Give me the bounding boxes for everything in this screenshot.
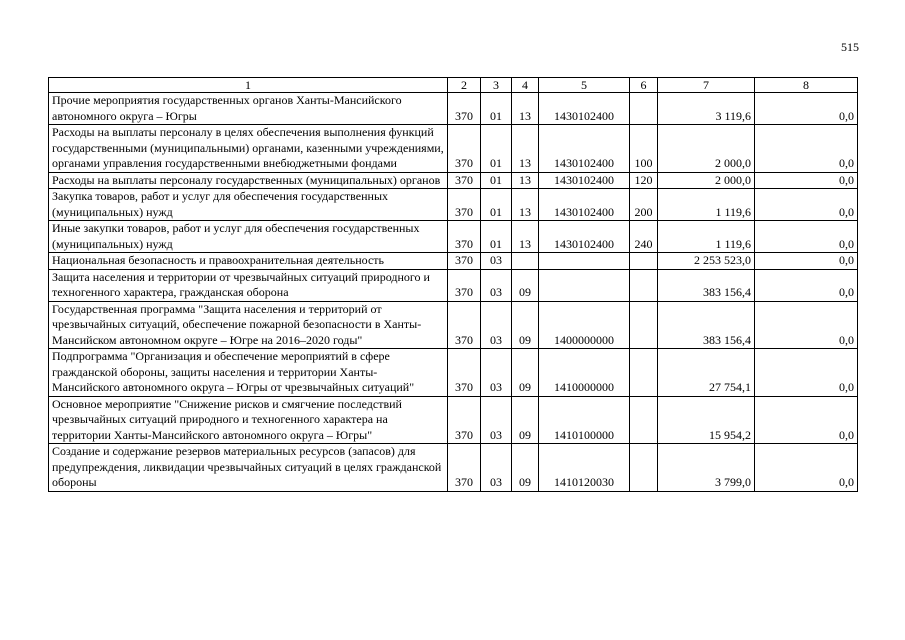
amount-value: 1 119,6 bbox=[658, 189, 755, 221]
expense-name: Прочие мероприятия государственных органов Ханты-Мансийского автономного округа – Югры bbox=[49, 93, 448, 125]
ministry-code: 370 bbox=[448, 396, 481, 444]
target-article-code: 1410000000 bbox=[539, 349, 630, 397]
amount-secondary: 0,0 bbox=[755, 93, 858, 125]
column-header: 6 bbox=[630, 78, 658, 93]
subsection-code: 09 bbox=[512, 444, 539, 492]
expense-type-code bbox=[630, 269, 658, 301]
section-code: 01 bbox=[481, 221, 512, 253]
target-article-code: 1430102400 bbox=[539, 172, 630, 189]
subsection-code: 09 bbox=[512, 349, 539, 397]
column-header: 4 bbox=[512, 78, 539, 93]
expense-type-code bbox=[630, 301, 658, 349]
expense-name: Государственная программа "Защита населения и территорий от чрезвычайных ситуаций, обеспечение пожарной безопасности в Ханты-Мансийском автономном округе – Югре на 2016–2020 годы" bbox=[49, 301, 448, 349]
expense-name: Расходы на выплаты персоналу в целях обеспечения выполнения функций государственными (муниципальными) органами, казенными учреждениями, органами управления государственными внебюджетными фондами bbox=[49, 125, 448, 173]
header-row bbox=[49, 78, 858, 93]
expense-name: Подпрограмма "Организация и обеспечение мероприятий в сфере гражданской обороны, защиты населения и территории Ханты-Мансийского автономного округа – Югры от чрезвычайных ситуаций" bbox=[49, 349, 448, 397]
table-row bbox=[49, 221, 858, 253]
ministry-code: 370 bbox=[448, 301, 481, 349]
budget-table bbox=[48, 77, 858, 492]
ministry-code: 370 bbox=[448, 444, 481, 492]
table-row bbox=[49, 172, 858, 189]
subsection-code: 13 bbox=[512, 189, 539, 221]
expense-type-code bbox=[630, 444, 658, 492]
expense-type-code: 240 bbox=[630, 221, 658, 253]
column-header: 2 bbox=[448, 78, 481, 93]
ministry-code: 370 bbox=[448, 172, 481, 189]
ministry-code: 370 bbox=[448, 253, 481, 270]
amount-value: 3 799,0 bbox=[658, 444, 755, 492]
expense-type-code bbox=[630, 93, 658, 125]
table-row bbox=[49, 269, 858, 301]
amount-secondary: 0,0 bbox=[755, 349, 858, 397]
amount-secondary: 0,0 bbox=[755, 269, 858, 301]
section-code: 03 bbox=[481, 301, 512, 349]
subsection-code: 09 bbox=[512, 301, 539, 349]
expense-type-code bbox=[630, 396, 658, 444]
amount-secondary: 0,0 bbox=[755, 189, 858, 221]
subsection-code: 09 bbox=[512, 396, 539, 444]
amount-value: 1 119,6 bbox=[658, 221, 755, 253]
column-header: 7 bbox=[658, 78, 755, 93]
column-header: 1 bbox=[49, 78, 448, 93]
amount-value: 383 156,4 bbox=[658, 269, 755, 301]
ministry-code: 370 bbox=[448, 349, 481, 397]
table-row bbox=[49, 125, 858, 173]
target-article-code: 1400000000 bbox=[539, 301, 630, 349]
column-header: 3 bbox=[481, 78, 512, 93]
subsection-code: 13 bbox=[512, 125, 539, 173]
expense-name: Расходы на выплаты персоналу государственных (муниципальных) органов bbox=[49, 172, 448, 189]
expense-name: Защита населения и территории от чрезвычайных ситуаций природного и техногенного характера, гражданская оборона bbox=[49, 269, 448, 301]
amount-secondary: 0,0 bbox=[755, 172, 858, 189]
subsection-code: 13 bbox=[512, 93, 539, 125]
expense-type-code bbox=[630, 253, 658, 270]
table-row bbox=[49, 301, 858, 349]
table-row bbox=[49, 444, 858, 492]
expense-name: Национальная безопасность и правоохранительная деятельность bbox=[49, 253, 448, 270]
section-code: 01 bbox=[481, 189, 512, 221]
target-article-code: 1430102400 bbox=[539, 221, 630, 253]
amount-secondary: 0,0 bbox=[755, 396, 858, 444]
table-row bbox=[49, 349, 858, 397]
target-article-code: 1410100000 bbox=[539, 396, 630, 444]
section-code: 01 bbox=[481, 125, 512, 173]
ministry-code: 370 bbox=[448, 221, 481, 253]
amount-value: 3 119,6 bbox=[658, 93, 755, 125]
amount-value: 2 253 523,0 bbox=[658, 253, 755, 270]
table-row bbox=[49, 396, 858, 444]
expense-type-code: 120 bbox=[630, 172, 658, 189]
expense-name: Закупка товаров, работ и услуг для обеспечения государственных (муниципальных) нужд bbox=[49, 189, 448, 221]
table-row bbox=[49, 189, 858, 221]
amount-secondary: 0,0 bbox=[755, 125, 858, 173]
subsection-code: 13 bbox=[512, 221, 539, 253]
amount-value: 2 000,0 bbox=[658, 125, 755, 173]
section-code: 01 bbox=[481, 93, 512, 125]
section-code: 03 bbox=[481, 444, 512, 492]
expense-type-code: 200 bbox=[630, 189, 658, 221]
ministry-code: 370 bbox=[448, 269, 481, 301]
expense-name: Иные закупки товаров, работ и услуг для обеспечения государственных (муниципальных) нужд bbox=[49, 221, 448, 253]
expense-type-code bbox=[630, 349, 658, 397]
amount-secondary: 0,0 bbox=[755, 444, 858, 492]
target-article-code: 1430102400 bbox=[539, 189, 630, 221]
column-header: 8 bbox=[755, 78, 858, 93]
expense-type-code: 100 bbox=[630, 125, 658, 173]
section-code: 03 bbox=[481, 269, 512, 301]
amount-value: 2 000,0 bbox=[658, 172, 755, 189]
section-code: 03 bbox=[481, 396, 512, 444]
ministry-code: 370 bbox=[448, 125, 481, 173]
amount-value: 27 754,1 bbox=[658, 349, 755, 397]
target-article-code bbox=[539, 269, 630, 301]
expense-name: Основное мероприятие "Снижение рисков и смягчение последствий чрезвычайных ситуаций природного и техногенного характера на территории Ханты-Мансийского автономного округа – Югры" bbox=[49, 396, 448, 444]
table-row bbox=[49, 93, 858, 125]
subsection-code: 13 bbox=[512, 172, 539, 189]
table-row bbox=[49, 253, 858, 270]
target-article-code: 1410120030 bbox=[539, 444, 630, 492]
ministry-code: 370 bbox=[448, 189, 481, 221]
amount-secondary: 0,0 bbox=[755, 221, 858, 253]
amount-value: 383 156,4 bbox=[658, 301, 755, 349]
amount-secondary: 0,0 bbox=[755, 253, 858, 270]
subsection-code: 09 bbox=[512, 269, 539, 301]
section-code: 03 bbox=[481, 349, 512, 397]
amount-value: 15 954,2 bbox=[658, 396, 755, 444]
amount-secondary: 0,0 bbox=[755, 301, 858, 349]
target-article-code: 1430102400 bbox=[539, 125, 630, 173]
page-number: 515 bbox=[841, 40, 859, 54]
column-header: 5 bbox=[539, 78, 630, 93]
target-article-code bbox=[539, 253, 630, 270]
ministry-code: 370 bbox=[448, 93, 481, 125]
section-code: 01 bbox=[481, 172, 512, 189]
expense-name: Создание и содержание резервов материальных ресурсов (запасов) для предупреждения, ликвидации чрезвычайных ситуаций в целях гражданской обороны bbox=[49, 444, 448, 492]
subsection-code bbox=[512, 253, 539, 270]
target-article-code: 1430102400 bbox=[539, 93, 630, 125]
section-code: 03 bbox=[481, 253, 512, 270]
